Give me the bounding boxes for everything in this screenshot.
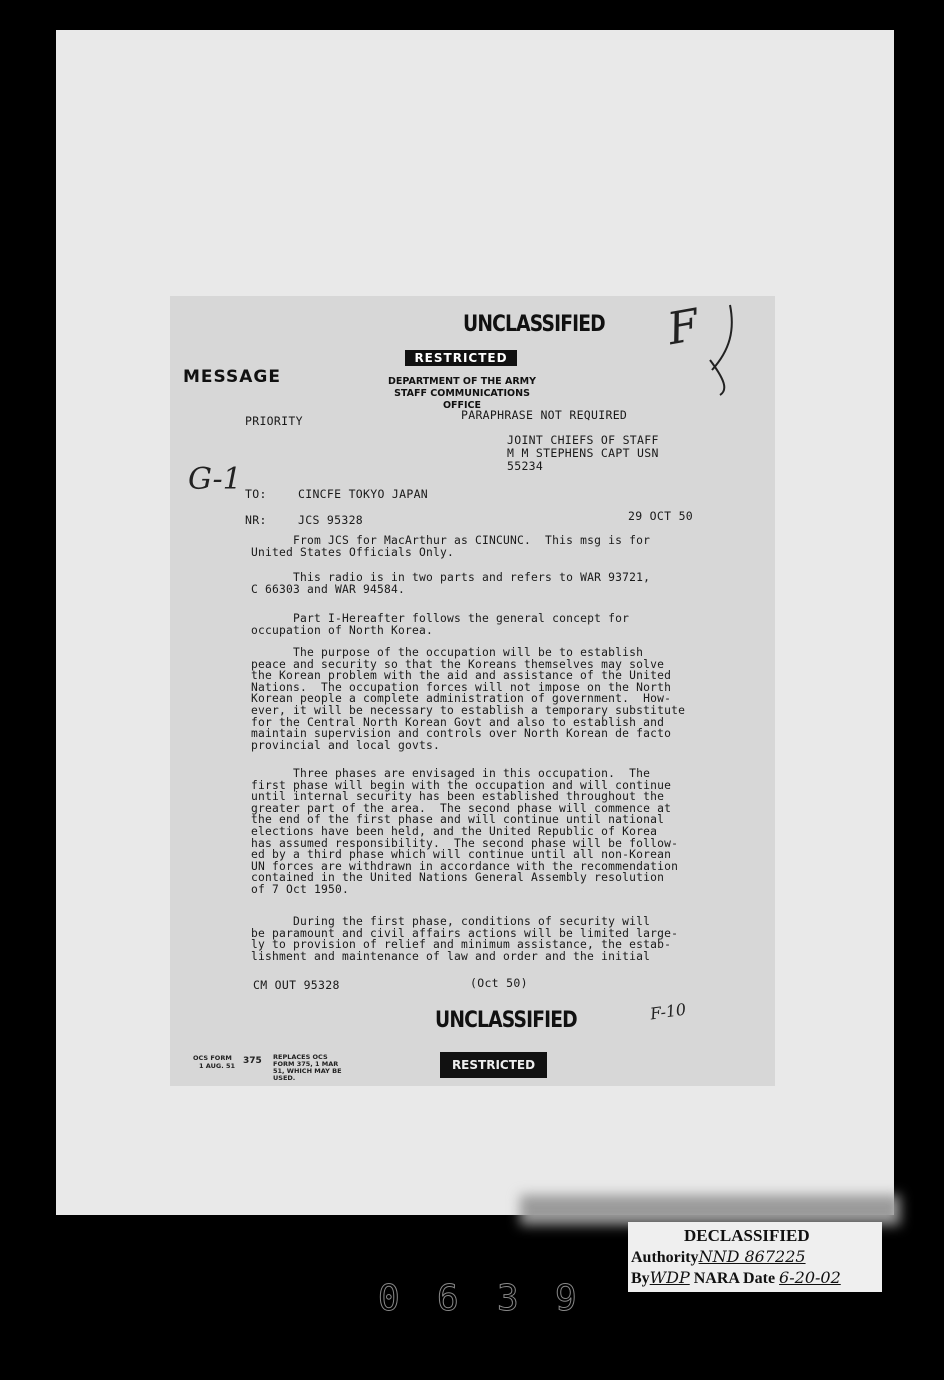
nr-label: NR:	[245, 513, 267, 527]
classification-stamp-bottom: UNCLASSIFIED	[435, 1008, 577, 1033]
form-replaces: REPLACES OCS FORM 375, 1 MAR 51, WHICH MAY BE USED.	[273, 1053, 342, 1082]
body-paragraph: During the first phase, conditions of security will be paramount and civil affairs actions will be limited large- ly to provision of relief and minimum assistance, the estab- lishment and maintenance of law and order and the initial	[251, 915, 679, 963]
department-header	[387, 376, 537, 412]
priority-label: PRIORITY	[245, 414, 303, 428]
by-label: By	[631, 1270, 650, 1287]
handwritten-f: F	[663, 299, 703, 356]
message-date: 29 OCT 50	[628, 509, 694, 523]
originator-line: JOINT CHIEFS OF STAFF	[507, 433, 659, 447]
by-row	[631, 1268, 841, 1288]
handwritten-f10: F-10	[648, 999, 688, 1024]
frame-number-digit: 0	[378, 1278, 400, 1319]
to-value: CINCFE TOKYO JAPAN	[298, 487, 429, 501]
body-paragraph: The purpose of the occupation will be to establish peace and security so that the Koreans themselves may solve the Korean problem with the aid and assistance of the United Nations. The occupation forces will not impose on the North Korean people a complete administration of government. How- ever, it will be necessary to establish a temporary substitute for the Central North Korean Govt and also to establish and maintain supervision and controls over North Korean de facto provincial and local govts.	[251, 646, 686, 752]
originator-line: 55234	[507, 459, 544, 473]
message-month: (Oct 50)	[470, 976, 528, 990]
frame-number-digit: 3	[497, 1278, 519, 1319]
handwritten-g1: G-1	[188, 462, 242, 497]
department-line: DEPARTMENT OF THE ARMY	[388, 376, 536, 387]
body-paragraph: Three phases are envisaged in this occupation. The first phase will begin with the occupation and will continue until internal security has been established throughout the greater part of the area. The second phase will commence at the end of the first phase and will continue until national elections have been held, and the United Republic of Korea has assumed responsibility. The second phase will be follow- ed by a third phase which will continue until all non-Korean UN forces are withdrawn in accordance with the recommendation contained in the United Nations General Assembly resolution of 7 Oct 1950.	[251, 767, 679, 896]
originator-line: M M STEPHENS CAPT USN	[507, 446, 659, 460]
paraphrase-note: PARAPHRASE NOT REQUIRED	[461, 408, 628, 422]
frame-number-digit: 6	[437, 1278, 459, 1319]
body-paragraph: This radio is in two parts and refers to WAR 93721, C 66303 and WAR 94584.	[251, 571, 651, 596]
nara-date-value: 6-20-02	[779, 1268, 841, 1287]
sheet-shadow	[520, 1195, 900, 1225]
by-value: WDP	[649, 1268, 690, 1287]
declassification-stamp	[628, 1222, 882, 1292]
form-number: 375	[243, 1056, 262, 1066]
authority-label: Authority	[631, 1249, 699, 1266]
form-date: 1 AUG. 51	[199, 1062, 236, 1070]
classification-stamp-top: UNCLASSIFIED	[463, 312, 605, 337]
restricted-stamp-top: RESTRICTED	[405, 350, 517, 366]
nr-value: JCS 95328	[298, 513, 364, 527]
message-heading: MESSAGE	[183, 367, 281, 387]
handwritten-tick-mark	[700, 300, 740, 400]
form-label: OCS FORM	[193, 1054, 232, 1062]
body-paragraph: Part I-Hereafter follows the general concept for occupation of North Korea.	[251, 612, 630, 637]
nara-date-label: NARA Date	[693, 1270, 776, 1287]
frame-number-digit: 9	[555, 1278, 577, 1319]
cm-out-number: CM OUT 95328	[253, 978, 340, 992]
authority-row	[631, 1247, 806, 1267]
authority-value: NND 867225	[698, 1247, 806, 1266]
office-line: STAFF COMMUNICATIONS OFFICE	[394, 388, 530, 411]
restricted-stamp-bottom: RESTRICTED	[440, 1052, 547, 1078]
declassified-title: DECLASSIFIED	[684, 1226, 810, 1245]
body-paragraph: From JCS for MacArthur as CINCUNC. This msg is for United States Officials Only.	[251, 534, 651, 559]
to-label: TO:	[245, 487, 267, 501]
